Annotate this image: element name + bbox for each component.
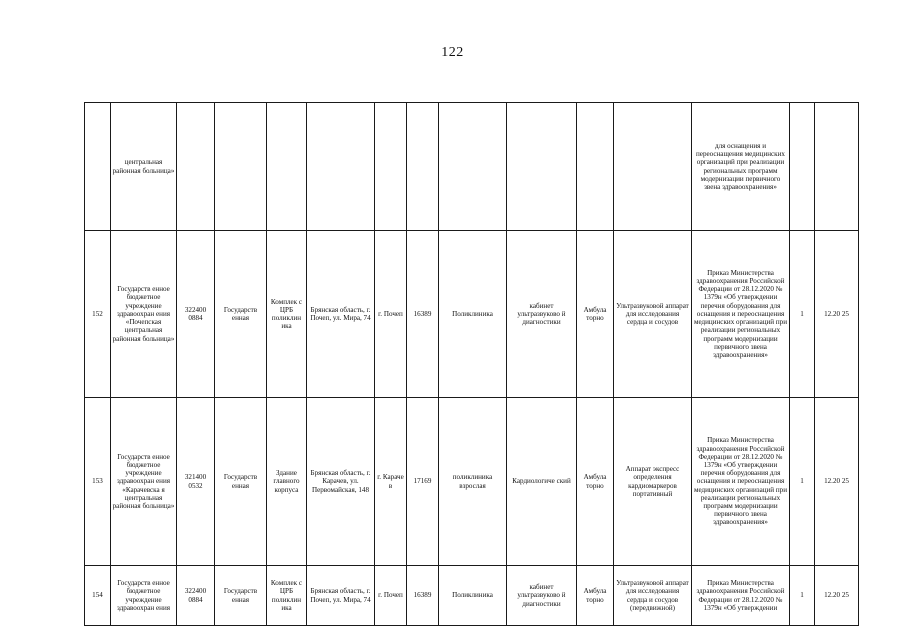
cell-legal-basis: Приказ Министерства здравоохранения Российской Федерации от 28.12.2020 № 1379н «Об утверждении перечня оборудования для оснащения и переоснащения медицинских организаций при реализации региональных программ модернизации первичного звена здравоохранения»	[692, 398, 790, 566]
equipment-table	[84, 102, 859, 626]
cell-institution: Государств енное бюджетное учреждение здравоохран ения «Почепская центральная районная больница»	[111, 231, 177, 398]
cell-num: 154	[85, 566, 111, 626]
table-row	[85, 231, 859, 398]
cell-address	[307, 103, 375, 231]
cell-building	[267, 103, 307, 231]
cell-postal	[407, 103, 439, 231]
cell-date: 12.20 25	[815, 566, 859, 626]
cell-ownership: Государств енная	[215, 398, 267, 566]
cell-equipment: Ультразвуковой аппарат для исследования сердца и сосудов (передвижной)	[614, 566, 692, 626]
cell-postal: 17169	[407, 398, 439, 566]
cell-quantity: 1	[790, 566, 815, 626]
cell-institution: центральная районная больница»	[111, 103, 177, 231]
cell-city: г. Почеп	[375, 231, 407, 398]
cell-institution: Государств енное бюджетное учреждение здравоохран ения	[111, 566, 177, 626]
cell-ownership	[215, 103, 267, 231]
cell-postal: 16389	[407, 566, 439, 626]
cell-department: Поликлиника	[439, 231, 507, 398]
cell-equipment: Ультразвуковой аппарат для исследования сердца и сосудов	[614, 231, 692, 398]
cell-room: кабинет ультразвуково й диагностики	[507, 231, 577, 398]
cell-num: 152	[85, 231, 111, 398]
cell-department: поликлиника взрослая	[439, 398, 507, 566]
cell-date: 12.20 25	[815, 231, 859, 398]
cell-address: Брянская область, г. Почеп, ул. Мира, 74	[307, 566, 375, 626]
cell-building: Здание главного корпуса	[267, 398, 307, 566]
cell-quantity	[790, 103, 815, 231]
cell-department: Поликлиника	[439, 566, 507, 626]
cell-city	[375, 103, 407, 231]
cell-date	[815, 103, 859, 231]
cell-code: 322400 0884	[177, 231, 215, 398]
cell-ownership: Государств енная	[215, 566, 267, 626]
cell-num	[85, 103, 111, 231]
cell-room: Кардиологиче ский	[507, 398, 577, 566]
cell-address: Брянская область, г. Почеп, ул. Мира, 74	[307, 231, 375, 398]
cell-date: 12.20 25	[815, 398, 859, 566]
cell-quantity: 1	[790, 398, 815, 566]
cell-address: Брянская область, г. Карачев, ул. Первомайская, 148	[307, 398, 375, 566]
cell-code: 322400 0884	[177, 566, 215, 626]
cell-care-type: Амбула торно	[577, 231, 614, 398]
cell-legal-basis: для оснащения и переоснащения медицинских организаций при реализации региональных программ модернизации первичного звена здравоохранения»	[692, 103, 790, 231]
cell-department	[439, 103, 507, 231]
cell-equipment: Аппарат экспресс определения кардиомаркеров портативный	[614, 398, 692, 566]
cell-room: кабинет ультразвуково й диагностики	[507, 566, 577, 626]
table-row	[85, 566, 859, 626]
cell-quantity: 1	[790, 231, 815, 398]
cell-building: Комплек с ЦРБ поликлин ика	[267, 231, 307, 398]
page-number: 122	[441, 45, 464, 60]
cell-code	[177, 103, 215, 231]
table-row-continuation	[85, 103, 859, 231]
table-row	[85, 398, 859, 566]
cell-equipment	[614, 103, 692, 231]
cell-legal-basis: Приказ Министерства здравоохранения Российской Федерации от 28.12.2020 № 1379н «Об утверждении	[692, 566, 790, 626]
cell-care-type: Амбула торно	[577, 566, 614, 626]
cell-care-type: Амбула торно	[577, 398, 614, 566]
cell-num: 153	[85, 398, 111, 566]
cell-legal-basis: Приказ Министерства здравоохранения Российской Федерации от 28.12.2020 № 1379н «Об утверждении перечня оборудования для оснащения и переоснащения медицинских организаций при реализации региональных программ модернизации первичного звена здравоохранения»	[692, 231, 790, 398]
cell-ownership: Государств енная	[215, 231, 267, 398]
cell-care-type	[577, 103, 614, 231]
cell-postal: 16389	[407, 231, 439, 398]
cell-institution: Государств енное бюджетное учреждение здравоохран ения «Карачевска я центральная районная больница»	[111, 398, 177, 566]
cell-code: 321400 0532	[177, 398, 215, 566]
cell-building: Комплек с ЦРБ поликлин ика	[267, 566, 307, 626]
cell-city: г. Почеп	[375, 566, 407, 626]
cell-room	[507, 103, 577, 231]
cell-city: г. Карачe в	[375, 398, 407, 566]
